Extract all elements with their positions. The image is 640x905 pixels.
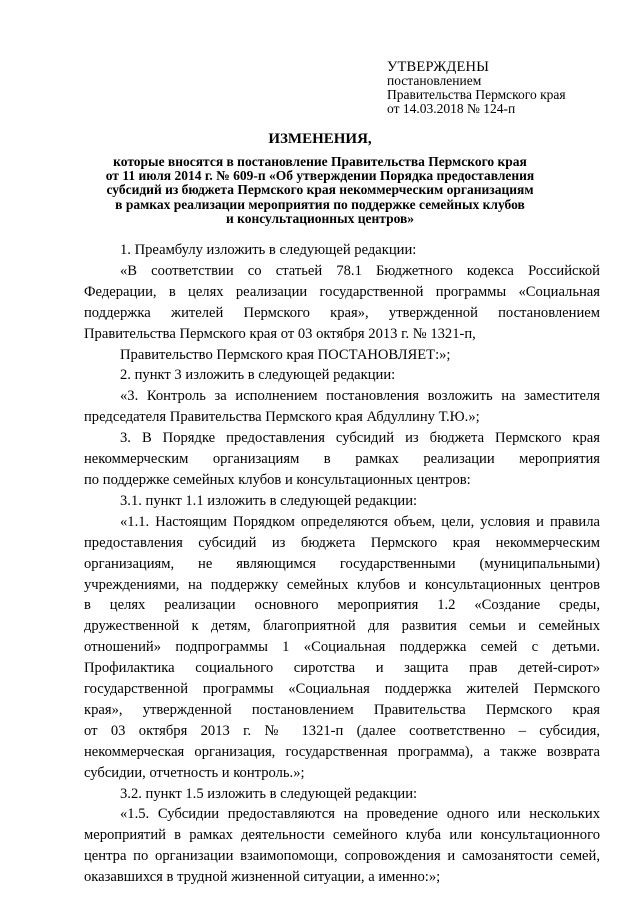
text-line: 3. В Порядке предоставления субсидий из бюджета Пермского края <box>120 430 600 447</box>
document-body <box>84 240 600 888</box>
paragraph <box>84 428 600 491</box>
text-line: дружественной к детям, благоприятной для развития семьи и семейных <box>84 618 600 635</box>
approval-title: УТВЕРЖДЕНЫ <box>387 59 490 75</box>
document-subtitle <box>80 155 560 226</box>
text-line: государственной программы «Социальная поддержка жителей Пермского <box>84 681 600 698</box>
text-line: Федерации, в целях реализации государственной программы «Социальная <box>84 283 600 300</box>
text-line: предоставления субсидий из бюджета Пермского края некоммерческим <box>84 534 600 551</box>
document-title: ИЗМЕНЕНИЯ, <box>268 131 372 147</box>
text-line: центра по организации взаимопомощи, сопровождения и самозанятости семей, <box>84 848 600 865</box>
paragraph: 3.2. пункт 1.5 изложить в следующей редакции: <box>120 785 418 802</box>
text-line: «1.5. Субсидии предоставляются на проведение одного или нескольких <box>120 806 600 823</box>
text-line: некоммерческим организациям в рамках реализации мероприятия <box>84 451 600 468</box>
paragraph <box>84 261 600 345</box>
subtitle-line: от 11 июля 2014 г. № 609-п «Об утверждении Порядка предоставления <box>105 168 535 184</box>
text-line: поддержка жителей Пермского края», утвержденной постановлением <box>84 304 600 321</box>
text-line: отношений» подпрограммы 1 «Социальная поддержка семей с детьми. <box>84 639 600 656</box>
text-line: организациям, не являющимся государственными (муниципальными) <box>84 555 600 572</box>
paragraph: 2. пункт 3 изложить в следующей редакции: <box>120 367 396 384</box>
text-line: «1.1. Настоящим Порядком определяются объем, цели, условия и правила <box>120 513 600 530</box>
approval-stamp <box>387 60 566 116</box>
text-line: Профилактика социального сиротства и защита прав детей-сирот» <box>84 660 600 677</box>
approval-line: от 14.03.2018 № 124-п <box>387 101 516 116</box>
approval-line: Правительства Пермского края <box>387 87 566 102</box>
subtitle-line: субсидий из бюджета Пермского края некоммерческим организациям <box>106 182 534 198</box>
text-line: Правительства Пермского края от 03 октября 2013 г. № 1321-п, <box>84 325 476 342</box>
paragraph <box>84 386 600 428</box>
text-line: некоммерческая организация, государственная программа), а также возврата <box>84 743 600 760</box>
paragraph: 3.1. пункт 1.1 изложить в следующей редакции: <box>120 492 418 509</box>
text-line: председателя Правительства Пермского края Абдуллину Т.Ю.»; <box>84 409 480 426</box>
text-line: оказавшихся в трудной жизненной ситуации, а именно:»; <box>84 869 441 886</box>
text-line: края», утвержденной постановлением Правительства Пермского края <box>84 701 600 718</box>
subtitle-line: в рамках реализации мероприятия по поддержке семейных клубов <box>115 196 525 212</box>
text-line: от 03 октября 2013 г. № 1321-п (далее соответственно – субсидия, <box>84 722 600 739</box>
text-line: «3. Контроль за исполнением постановления возложить на заместителя <box>120 388 600 405</box>
text-line: мероприятий в рамках деятельности семейного клуба или консультационного <box>84 827 600 844</box>
approval-line: постановлением <box>387 73 482 88</box>
text-line: «В соответствии со статьей 78.1 Бюджетного кодекса Российской <box>120 262 600 279</box>
text-line: учреждениями, на поддержку семейных клубов и консультационных центров <box>84 576 600 593</box>
text-line: субсидии, отчетность и контроль.»; <box>84 764 305 781</box>
text-line: в целях реализации основного мероприятия 1.2 «Создание среды, <box>84 597 600 614</box>
subtitle-line: которые вносятся в постановление Правительства Пермского края <box>113 154 527 169</box>
paragraph <box>84 804 600 888</box>
paragraph: Правительство Пермского края ПОСТАНОВЛЯЕТ:»; <box>120 346 451 363</box>
text-line: по поддержке семейных клубов и консультационных центров: <box>84 471 471 488</box>
paragraph: 1. Преамбулу изложить в следующей редакции: <box>120 242 417 258</box>
subtitle-line: и консультационных центров» <box>225 210 415 226</box>
paragraph <box>84 512 600 784</box>
